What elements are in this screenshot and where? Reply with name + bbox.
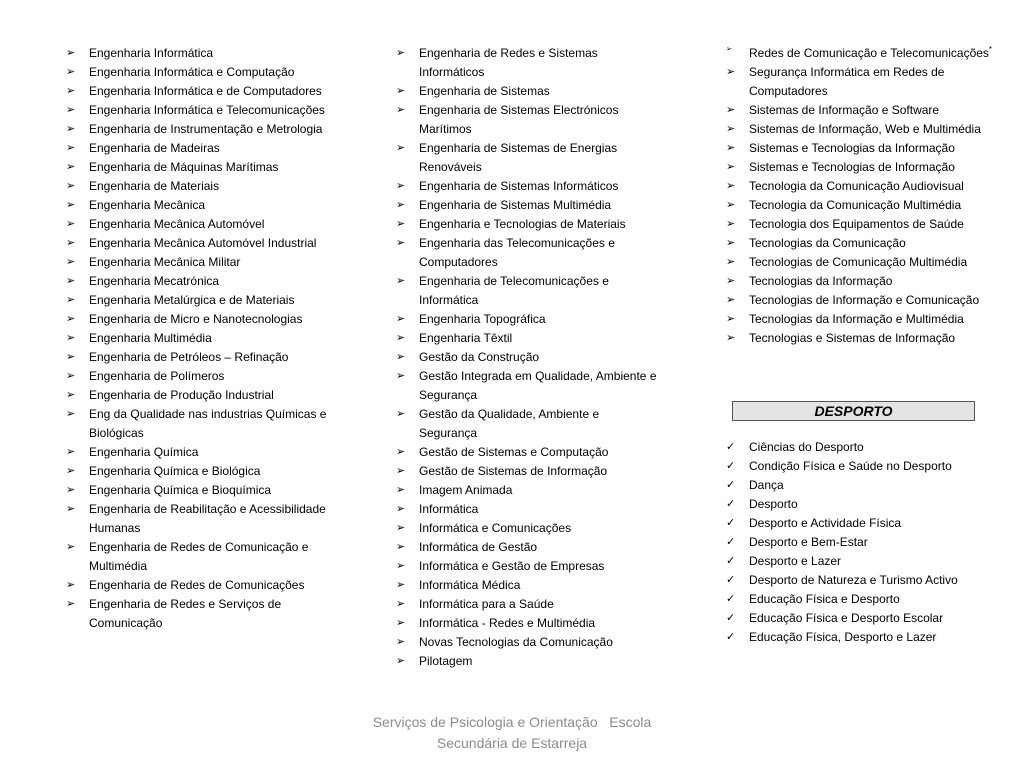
list-item [396, 196, 660, 215]
arrowhead-bullet-icon: ✓ [726, 498, 736, 510]
list-item [726, 310, 998, 329]
list-item-label: Tecnologia dos Equipamentos de Saúde [749, 217, 964, 231]
arrowhead-bullet-icon: ➢ [66, 484, 76, 496]
arrowhead-bullet-icon: ➢ [66, 541, 76, 553]
arrowhead-bullet-icon: ➢ [66, 313, 76, 325]
list-item [396, 538, 660, 557]
arrowhead-bullet-icon: ➢ [726, 237, 736, 249]
list-item [726, 495, 998, 514]
arrowhead-bullet-icon: ➢ [396, 104, 406, 116]
list-item-label: Engenharia Têxtil [419, 331, 513, 345]
arrowhead-bullet-icon: ➢ [396, 446, 406, 458]
list-item [396, 329, 660, 348]
list-item-label: Gestão da Construção [419, 350, 540, 364]
list-item [726, 514, 998, 533]
list-item [726, 215, 998, 234]
list-item [66, 576, 334, 595]
list-item-label: Sistemas de Informação, Web e Multimédia [749, 122, 981, 136]
list-item-label: Engenharia Multimédia [89, 331, 212, 345]
list-item [66, 177, 334, 196]
arrowhead-bullet-icon: ➢ [66, 104, 76, 116]
arrowhead-bullet-icon: ✓ [726, 631, 736, 643]
list-item-label: Desporto [749, 497, 798, 511]
arrowhead-bullet-icon: ➢ [396, 408, 406, 420]
arrowhead-bullet-icon: ➢ [396, 199, 406, 211]
list-item-label: Engenharia de Petróleos – Refinação [89, 350, 289, 364]
arrowhead-bullet-icon: ➢ [66, 598, 76, 610]
list-item-label: Engenharia de Redes de Comunicações [89, 578, 305, 592]
list-item [66, 158, 334, 177]
arrowhead-bullet-icon: ➢ [66, 218, 76, 230]
list-item-label: Engenharia de Máquinas Marítimas [89, 160, 279, 174]
section-title: DESPORTO [814, 403, 893, 419]
list-item [726, 533, 998, 552]
column-2 [396, 44, 660, 671]
list-item-label: Segurança Informática em Redes de Computadores [749, 65, 945, 98]
list-item [66, 253, 334, 272]
list-item-label: Tecnologias da Informação e Multimédia [749, 312, 964, 326]
list-item [66, 386, 334, 405]
list-item-label: Engenharia de Redes de Comunicação e Multimédia [89, 540, 309, 573]
arrowhead-bullet-icon: ➢ [66, 237, 76, 249]
arrowhead-bullet-icon: ➢ [396, 655, 406, 667]
list-item [396, 234, 660, 272]
list-item [726, 291, 998, 310]
list-item [726, 329, 998, 348]
list-item-label: Gestão da Qualidade, Ambiente e Segurança [419, 407, 600, 440]
list-item-label: Engenharia Informática e de Computadores [89, 84, 322, 98]
arrowhead-bullet-icon: ➢ [66, 161, 76, 173]
arrowhead-bullet-icon: ➢ [66, 408, 76, 420]
arrowhead-bullet-icon: ➢ [66, 370, 76, 382]
arrowhead-bullet-icon: ➢ [396, 617, 406, 629]
arrowhead-bullet-icon: ➢ [66, 180, 76, 192]
list-item [726, 476, 998, 495]
list-item-label: Informática de Gestão [419, 540, 538, 554]
list-item [726, 253, 998, 272]
arrowhead-bullet-icon: ➢ [396, 484, 406, 496]
list-item [396, 462, 660, 481]
arrowhead-bullet-icon: ➢ [396, 237, 406, 249]
arrowhead-bullet-icon: ➢ [66, 47, 76, 59]
list-item [66, 82, 334, 101]
arrowhead-bullet-icon: ➢ [396, 218, 406, 230]
list-item [726, 63, 998, 101]
arrowhead-bullet-icon: ✓ [726, 612, 736, 624]
list-item-label: Informática - Redes e Multimédia [419, 616, 596, 630]
list-item [66, 215, 334, 234]
list-item [396, 215, 660, 234]
list-item-label: Engenharia Mecânica [89, 198, 206, 212]
list-item-label: Informática [419, 502, 479, 516]
list-item-label: Engenharia de Materiais [89, 179, 220, 193]
list-item-label: Engenharia das Telecomunicações e Computadores [419, 236, 615, 269]
arrowhead-bullet-icon: ➢ [66, 275, 76, 287]
list-item [66, 234, 334, 253]
arrowhead-bullet-icon: ➢ [726, 142, 736, 154]
arrowhead-bullet-icon: ➢ [66, 142, 76, 154]
list-item [396, 595, 660, 614]
arrowhead-bullet-icon: ➢ [66, 85, 76, 97]
column-1 [66, 44, 334, 633]
column-3 [726, 44, 998, 647]
list-item [396, 310, 660, 329]
list-item-label: Informática e Gestão de Empresas [419, 559, 605, 573]
list-item [66, 405, 334, 443]
arrowhead-bullet-icon: ➢ [396, 503, 406, 515]
list-item [66, 329, 334, 348]
list-item-label: Tecnologias de Comunicação Multimédia [749, 255, 968, 269]
list-item [396, 519, 660, 538]
list-item-label: Engenharia Química [89, 445, 199, 459]
arrowhead-bullet-icon: ➢ [66, 256, 76, 268]
list-item-label: Tecnologia da Comunicação Audiovisual [749, 179, 964, 193]
list-item [66, 44, 334, 63]
list-item-label: Tecnologia da Comunicação Multimédia [749, 198, 962, 212]
footnote-mark: * [988, 45, 993, 54]
list-item-label: Tecnologias e Sistemas de Informação [749, 331, 956, 345]
list-item [396, 272, 660, 310]
arrowhead-bullet-icon: ➢ [396, 142, 406, 154]
arrowhead-bullet-icon: ➢ [396, 47, 406, 59]
list-item [66, 443, 334, 462]
list-item-label: Desporto de Natureza e Turismo Activo [749, 573, 958, 587]
arrowhead-bullet-icon: ✓ [726, 517, 736, 529]
list-item-label: Educação Física, Desporto e Lazer [749, 630, 937, 644]
list-item [396, 82, 660, 101]
list-item [726, 552, 998, 571]
list-item [66, 348, 334, 367]
list-item-label: Engenharia Informática e Telecomunicações [89, 103, 325, 117]
arrowhead-bullet-icon: ✓ [726, 479, 736, 491]
list-item [396, 652, 660, 671]
list-item [726, 120, 998, 139]
list-item [726, 196, 998, 215]
list-item [396, 101, 660, 139]
list-item-label: Engenharia de Instrumentação e Metrologia [89, 122, 323, 136]
list-item-label: Engenharia de Redes e Sistemas Informáticos [419, 46, 598, 79]
list-item [726, 177, 998, 196]
arrowhead-bullet-icon: ➢ [726, 123, 736, 135]
list-item [396, 633, 660, 652]
arrowhead-bullet-icon: ➢ [726, 256, 736, 268]
list-item [66, 120, 334, 139]
arrowhead-bullet-icon: ➢ [396, 522, 406, 534]
list-item [726, 571, 998, 590]
list-item-label: Engenharia de Micro e Nanotecnologias [89, 312, 303, 326]
list-item-label: Desporto e Lazer [749, 554, 842, 568]
list-item [66, 367, 334, 386]
arrowhead-bullet-icon: ➢ [66, 66, 76, 78]
arrowhead-bullet-icon: ➢ [66, 389, 76, 401]
list-item-label: Pilotagem [419, 654, 473, 668]
list-item-label: Engenharia de Polímeros [89, 369, 225, 383]
list-item [396, 500, 660, 519]
list-item-label: Tecnologias da Informação [749, 274, 893, 288]
arrowhead-bullet-icon: ➢ [396, 180, 406, 192]
list-item [396, 44, 660, 82]
arrowhead-bullet-icon: ➢ [726, 104, 736, 116]
arrowhead-bullet-icon: ➢ [726, 332, 736, 344]
arrowhead-bullet-icon: ✓ [726, 593, 736, 605]
course-list-2 [396, 44, 660, 671]
list-item-label: Engenharia de Sistemas Electrónicos Marítimos [419, 103, 619, 136]
arrowhead-bullet-icon: ✓ [726, 441, 736, 453]
arrowhead-bullet-icon: ➢ [396, 370, 406, 382]
desporto-list [726, 438, 998, 647]
list-item-label: Engenharia de Sistemas Multimédia [419, 198, 612, 212]
list-item-label: Educação Física e Desporto [749, 592, 900, 606]
arrowhead-bullet-icon: ➢ [726, 161, 736, 173]
arrowhead-bullet-icon: ➢ [396, 598, 406, 610]
list-item-label: Sistemas e Tecnologias da Informação [749, 141, 955, 155]
list-item [726, 234, 998, 253]
list-item-label: Imagem Animada [419, 483, 513, 497]
list-item-label: Engenharia de Redes e Serviços de Comunicação [89, 597, 282, 630]
list-item-label: Informática e Comunicações [419, 521, 572, 535]
list-item-label: Gestão de Sistemas de Informação [419, 464, 608, 478]
list-item-label: Engenharia de Sistemas de Energias Renováveis [419, 141, 618, 174]
list-item-label: Educação Física e Desporto Escolar [749, 611, 944, 625]
arrowhead-bullet-icon: ➢ [396, 541, 406, 553]
course-list-1 [66, 44, 334, 633]
list-item [726, 457, 998, 476]
list-item-label: Engenharia Mecatrónica [89, 274, 220, 288]
list-item [396, 405, 660, 443]
arrowhead-bullet-icon: ➢ [396, 579, 406, 591]
list-item [66, 101, 334, 120]
list-item [66, 272, 334, 291]
list-item [726, 272, 998, 291]
list-item [726, 158, 998, 177]
list-item [66, 500, 334, 538]
arrowhead-bullet-icon: ➢ [396, 85, 406, 97]
list-item [66, 310, 334, 329]
list-item-label: Engenharia Topográfica [419, 312, 546, 326]
arrowhead-bullet-icon: ➢ [726, 199, 736, 211]
footer-line-2: Secundária de Estarreja [436, 735, 588, 751]
list-item-label: Engenharia Química e Bioquímica [89, 483, 272, 497]
list-item-label: Condição Física e Saúde no Desporto [749, 459, 952, 473]
list-item-label: Redes de Comunicação e Telecomunicações [749, 46, 989, 60]
arrowhead-bullet-icon: ✓ [726, 574, 736, 586]
list-item [726, 101, 998, 120]
list-item-label: Engenharia de Madeiras [89, 141, 220, 155]
list-item-label: Engenharia Química e Biológica [89, 464, 261, 478]
list-item [396, 481, 660, 500]
list-item [396, 614, 660, 633]
list-item-label: Engenharia Metalúrgica e de Materiais [89, 293, 295, 307]
arrowhead-bullet-icon: ➢ [66, 446, 76, 458]
list-item-label: Engenharia de Sistemas [419, 84, 550, 98]
list-item-label: Engenharia e Tecnologias de Materiais [419, 217, 626, 231]
list-item [726, 139, 998, 158]
arrowhead-bullet-icon: ➢ [726, 66, 736, 78]
list-item-label: Ciências do Desporto [749, 440, 864, 454]
list-item-label: Novas Tecnologias da Comunicação [419, 635, 613, 649]
arrowhead-bullet-icon: ➢ [66, 123, 76, 135]
list-item [726, 609, 998, 628]
footer-line-1: Serviços de Psicologia e Orientação Escola [372, 714, 652, 730]
arrowhead-bullet-icon: ➢ [66, 199, 76, 211]
list-item [396, 139, 660, 177]
section-header-desporto [732, 401, 975, 421]
list-item [66, 63, 334, 82]
arrowhead-bullet-icon: ➢ [726, 275, 736, 287]
list-item-label: Informática para a Saúde [419, 597, 554, 611]
list-item [396, 557, 660, 576]
arrowhead-bullet-icon: ✓ [726, 555, 736, 567]
list-item [66, 462, 334, 481]
list-item [396, 443, 660, 462]
list-item-label: Desporto e Bem-Estar [749, 535, 868, 549]
list-item-label: Dança [749, 478, 784, 492]
arrowhead-bullet-icon: ✓ [726, 536, 736, 548]
list-item-label: Engenharia de Telecomunicações e Informática [419, 274, 609, 307]
list-item-label: Engenharia Mecânica Automóvel Industrial [89, 236, 317, 250]
list-item [396, 177, 660, 196]
list-item-label: Engenharia Informática [89, 46, 214, 60]
arrowhead-bullet-icon: ➢ [66, 465, 76, 477]
arrowhead-bullet-icon: ➢ [396, 560, 406, 572]
list-item [396, 367, 660, 405]
arrowhead-bullet-icon: ➢ [396, 636, 406, 648]
list-item-label: Tecnologias de Informação e Comunicação [749, 293, 980, 307]
footer [312, 712, 712, 754]
arrowhead-bullet-icon: ➢ [66, 579, 76, 591]
list-item [66, 291, 334, 310]
list-item [66, 595, 334, 633]
list-item-label: Gestão de Sistemas e Computação [419, 445, 609, 459]
arrowhead-bullet-icon: ➢ [726, 180, 736, 192]
arrowhead-bullet-icon: ➢ [66, 503, 76, 515]
list-item [726, 44, 998, 63]
list-item-label: Gestão Integrada em Qualidade, Ambiente e Segurança [419, 369, 657, 402]
list-item-label: Engenharia de Reabilitação e Acessibilidade Humanas [89, 502, 326, 535]
arrowhead-bullet-icon: ➢ [66, 332, 76, 344]
list-item [396, 576, 660, 595]
arrowhead-bullet-icon: ➢ [396, 313, 406, 325]
arrowhead-bullet-icon: ➢ [726, 313, 736, 325]
list-item-label: Informática Médica [419, 578, 521, 592]
list-item-label: Engenharia Mecânica Automóvel [89, 217, 265, 231]
arrowhead-bullet-icon: ➢ [726, 294, 736, 306]
list-item-label: Eng da Qualidade nas industrias Químicas e Biológicas [89, 407, 327, 440]
list-item-label: Engenharia de Produção Industrial [89, 388, 274, 402]
list-item-label: Engenharia Informática e Computação [89, 65, 295, 79]
arrowhead-bullet-icon: ➢ [396, 351, 406, 363]
arrowhead-bullet-icon: ➢ [66, 294, 76, 306]
arrowhead-bullet-icon: ✓ [726, 460, 736, 472]
list-item-label: Engenharia de Sistemas Informáticos [419, 179, 619, 193]
list-item-label: Engenharia Mecânica Militar [89, 255, 241, 269]
list-item [66, 196, 334, 215]
course-list-3 [726, 44, 998, 348]
arrowhead-bullet-icon: ➢ [726, 218, 736, 230]
arrowhead-bullet-icon: ➢ [726, 46, 732, 53]
list-item [66, 139, 334, 158]
arrowhead-bullet-icon: ➢ [396, 465, 406, 477]
list-item [726, 438, 998, 457]
list-item-label: Sistemas e Tecnologias de Informação [749, 160, 955, 174]
list-item [396, 348, 660, 367]
list-item-label: Sistemas de Informação e Software [749, 103, 940, 117]
list-item-label: Desporto e Actividade Física [749, 516, 902, 530]
list-item [726, 628, 998, 647]
list-item-label: Tecnologias da Comunicação [749, 236, 906, 250]
list-item [66, 538, 334, 576]
arrowhead-bullet-icon: ➢ [396, 332, 406, 344]
arrowhead-bullet-icon: ➢ [396, 275, 406, 287]
arrowhead-bullet-icon: ➢ [66, 351, 76, 363]
list-item [726, 590, 998, 609]
list-item [66, 481, 334, 500]
